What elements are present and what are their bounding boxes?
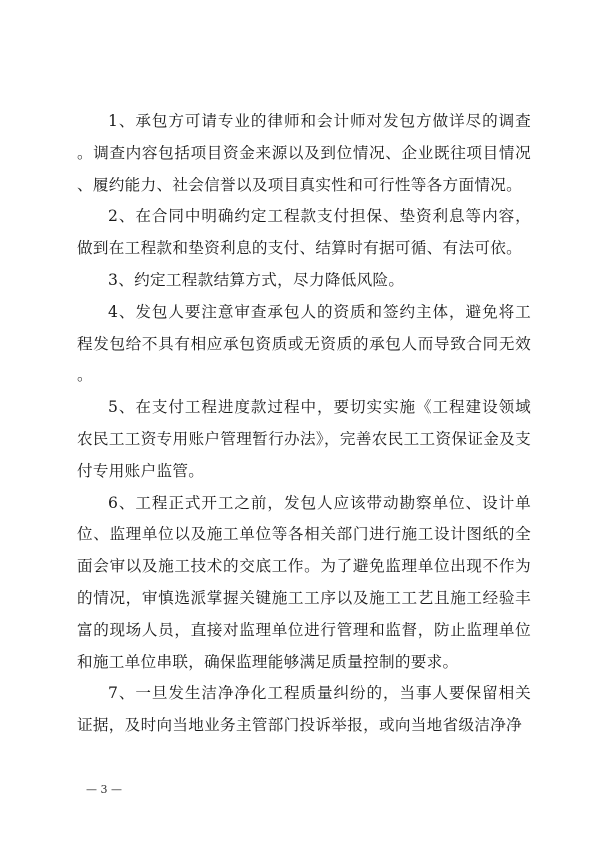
paragraph-6: 6、工程正式开工之前，发包人应该带动勘察单位、设计单位、监理单位以及施工单位等各相关部门进行施工设计图纸的全面会审以及施工技术的交底工作。为了避免监理单位出现不作为的情况，审慎选派掌握关键施工工序以及施工工艺且施工经验丰富的现场人员，直接对监理单位进行管理和监督，防止监理单位和施工单位串联，确保监理能够满足质量控制的要求。: [77, 493, 531, 671]
paragraph-7: 7、一旦发生洁净净化工程质量纠纷的，当事人要保留相关证据，及时向当地业务主管部门投诉举报，或向当地省级洁净净: [77, 684, 531, 735]
paragraph-3: 3、约定工程款结算方式，尽力降低风险。: [108, 270, 405, 289]
paragraph-4: 4、发包人要注意审查承包人的资质和签约主体，避免将工程发包给不具有相应承包资质或无资质的承包人而导致合同无效。: [77, 302, 531, 385]
paragraph-2: 2、在合同中明确约定工程款支付担保、垫资利息等内容，做到在工程款和垫资利息的支付、结算时有据可循、有法可依。: [77, 207, 531, 258]
paragraph-1: 1、承包方可请专业的律师和会计师对发包方做详尽的调查。调查内容包括项目资金来源以及到位情况、企业既往项目情况、履约能力、社会信誉以及项目真实性和可行性等各方面情况。: [77, 112, 531, 194]
body-text: [77, 106, 531, 742]
paragraph-5: 5、在支付工程进度款过程中，要切实实施《工程建设领域农民工工资专用账户管理暂行办法》，完善农民工工资保证金及支付专用账户监管。: [77, 398, 531, 480]
page-number: — 3 —: [86, 783, 122, 796]
